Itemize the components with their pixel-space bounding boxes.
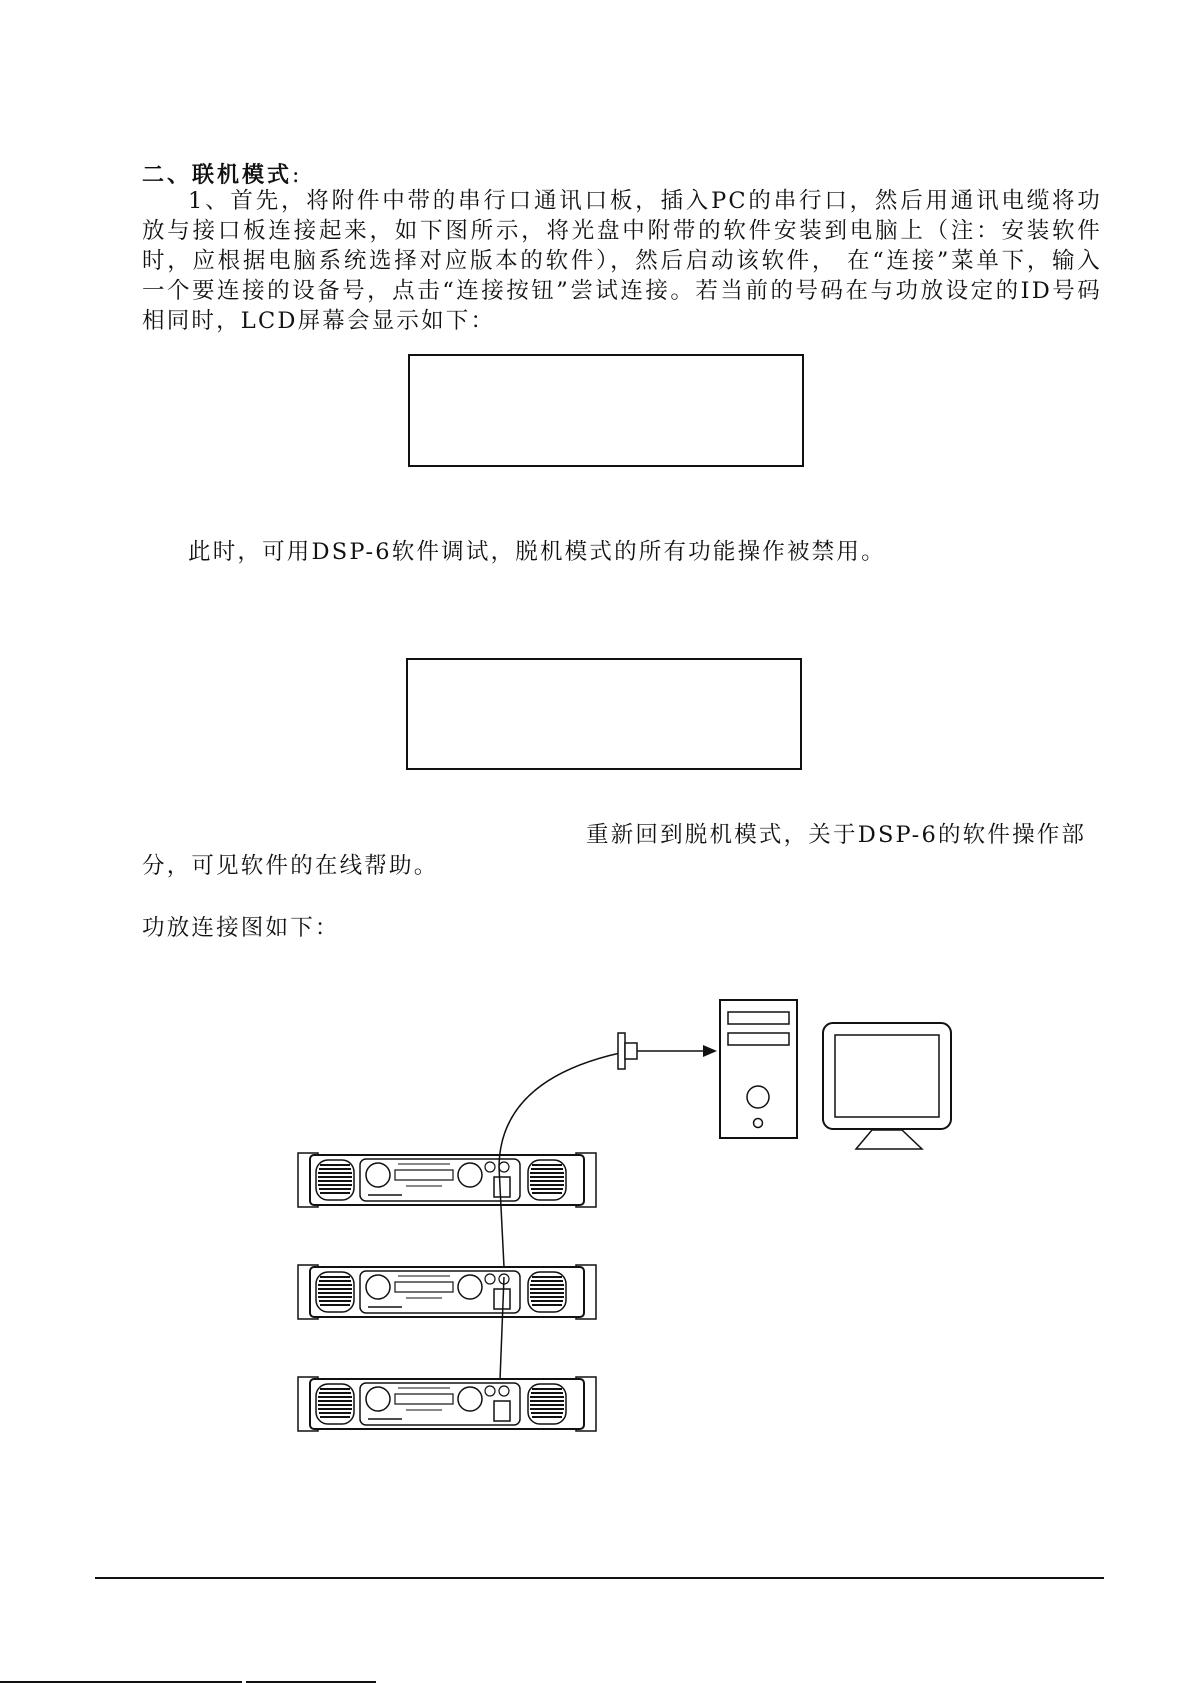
return-offline-text-line1: 重新回到脱机模式，关于DSP-6的软件操作部 <box>586 822 1087 848</box>
section-heading-colon: : <box>292 163 303 188</box>
amplifier-2 <box>298 1265 596 1319</box>
amplifier-3 <box>298 1377 596 1431</box>
pc-tower <box>720 1000 797 1138</box>
diagram-caption: 功放连接图如下： <box>142 915 340 941</box>
interface-board-connector <box>618 1033 637 1069</box>
amplifier-1 <box>298 1153 596 1207</box>
section-heading-text: 二、联机模式 <box>142 162 293 188</box>
return-offline-text-line2: 分，可见软件的在线帮助。 <box>142 853 439 879</box>
arrow-to-computer <box>637 1045 717 1057</box>
monitor <box>823 1023 951 1149</box>
cable-to-interface-board <box>499 1053 620 1167</box>
footer-rule <box>95 1577 1104 1579</box>
after-connect-text: 此时，可用DSP-6软件调试，脱机模式的所有功能操作被禁用。 <box>188 539 886 565</box>
intro-paragraph: 1、首先，将附件中带的串行口通讯口板，插入PC的串行口，然后用通讯电缆将功放与接口板连接起来，如下图所示，将光盘中附带的软件安装到电脑上（注：安装软件时，应根据电脑系统选择对应版本的软件），然后启动该软件， 在“连接”菜单下，输入一个要连接的设备号，点击“连接按钮”尝试连接。若当前的号码在与功放设定的ID号码相同时，LCD屏幕会显示如下： <box>142 188 1102 334</box>
